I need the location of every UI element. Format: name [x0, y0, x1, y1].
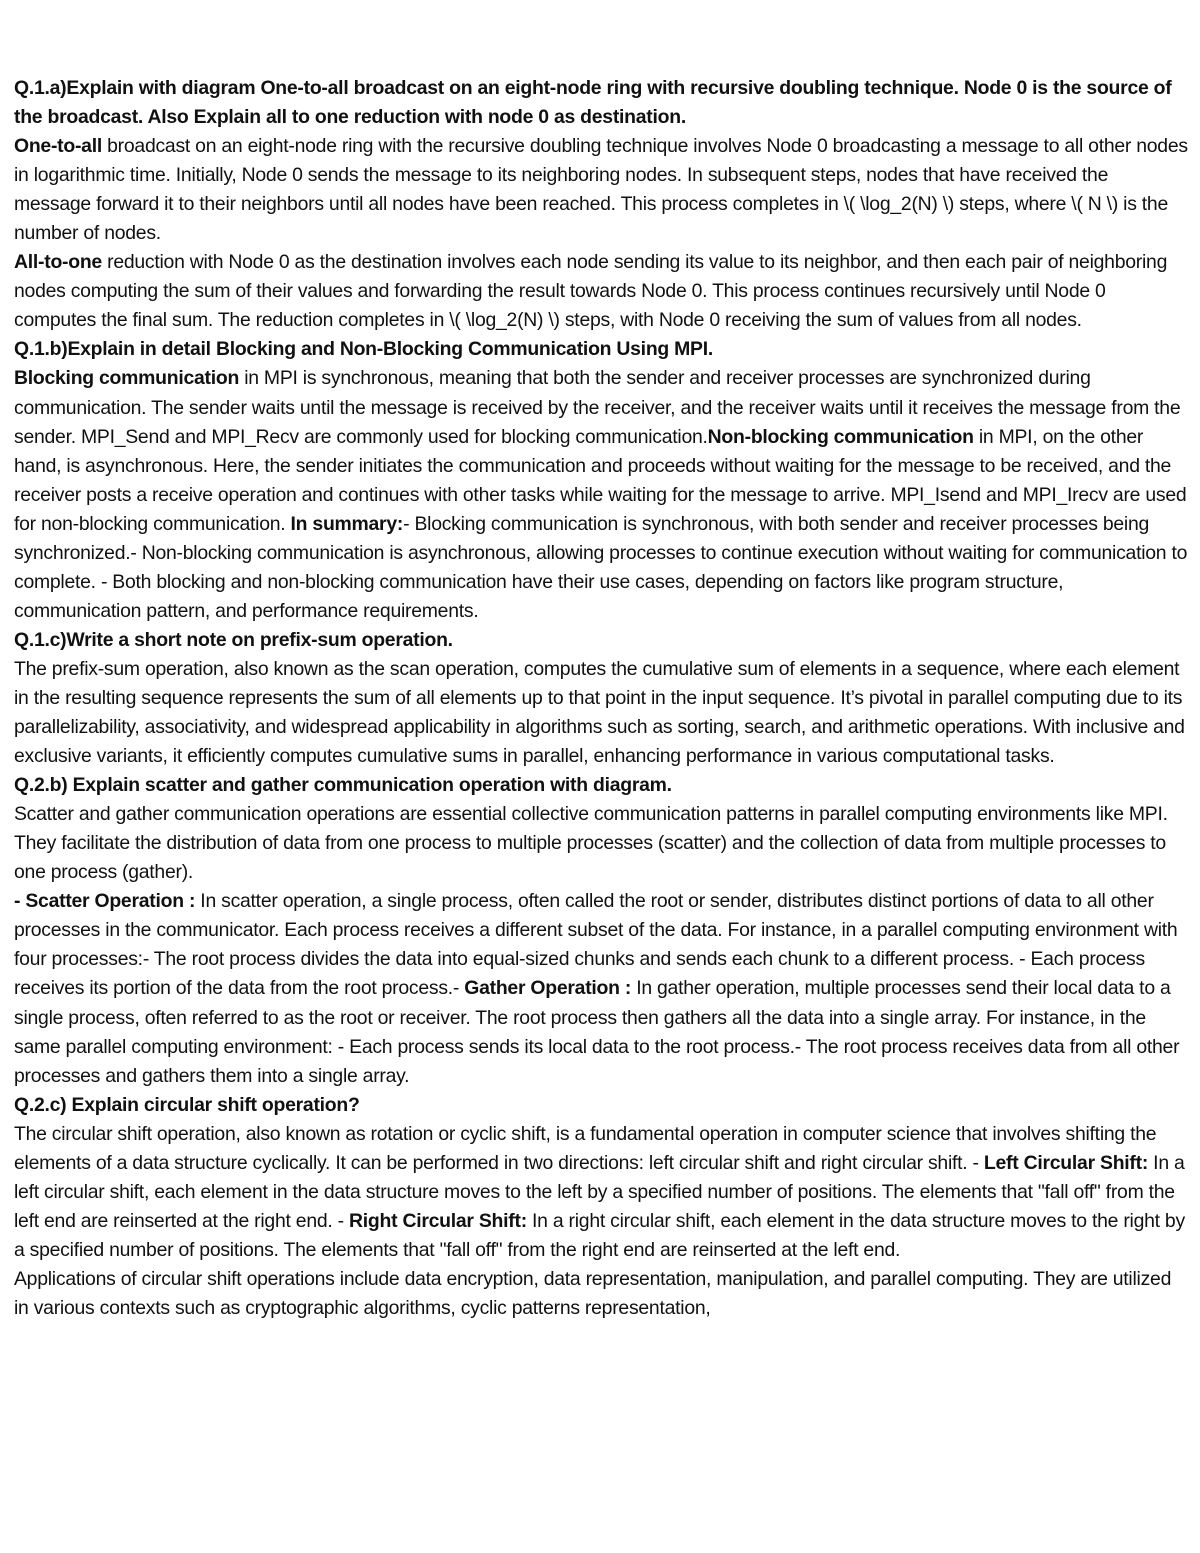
text-one-to-all: broadcast on an eight-node ring with the recursive doubling technique involves Node 0 broadcasting a message to all other nodes in logarithmic time. Initially, Node 0 sends the message to its neighboring nodes. In subsequent steps, nodes that have received the message forward it to their neighbors until all nodes have been reached. This process completes in \( \log_2(N) \) steps, where \( N \) is the number of nodes. [14, 135, 1188, 245]
paragraph-circular-shift [14, 1120, 1188, 1265]
term-left-circular-shift: Left Circular Shift: [983, 1151, 1149, 1174]
question-heading-q1a: Q.1.a)Explain with diagram One-to-all broadcast on an eight-node ring with recursive doubling technique. Node 0 is the source of the broadcast. Also Explain all to one reduction with node 0 as destination. [14, 77, 1172, 129]
question-heading-q2c: Q.2.c) Explain circular shift operation? [14, 1093, 360, 1116]
text-circular-shift-intro: The circular shift operation, also known as rotation or cyclic shift, is a fundamental operation in computer science that involves shifting the elements of a data structure cyclically. It can be performed in two directions: left circular shift and right circular shift. - [14, 1122, 1157, 1174]
question-heading-q2b: Q.2.b) Explain scatter and gather communication operation with diagram. [14, 774, 672, 797]
term-summary: In summary: [290, 512, 404, 535]
question-heading-q1b: Q.1.b)Explain in detail Blocking and Non-Blocking Communication Using MPI. [14, 338, 714, 361]
paragraph-blocking [14, 364, 1188, 625]
text-left-circular-shift: In a left circular shift, each element in the data structure moves to the left by a specified number of positions. The elements that "fall off" from the left end are reinserted at the right end. - [14, 1151, 1185, 1232]
paragraph-one-to-all [14, 132, 1188, 248]
paragraph-scatter-gather-intro: Scatter and gather communication operations are essential collective communication patterns in parallel computing environments like MPI. They facilitate the distribution of data from one process to multiple processes (scatter) and the collection of data from multiple processes to one process (gather). [14, 803, 1168, 884]
text-blocking: in MPI is synchronous, meaning that both the sender and receiver processes are synchronized during communication. The sender waits until the message is received by the receiver, and the receiver waits until it receives the message from the sender. MPI_Send and MPI_Recv are commonly used for blocking communication. [14, 367, 1181, 448]
term-right-circular-shift: Right Circular Shift: [349, 1209, 527, 1232]
term-blocking: Blocking communication [14, 367, 240, 390]
scatter-prefix: - [14, 890, 26, 913]
text-all-to-one: reduction with Node 0 as the destination involves each node sending its value to its neighbor, and then each pair of neighboring nodes computing the sum of their values and forwarding the result towards Node 0. This process continues recursively until Node 0 computes the final sum. The reduction completes in \( \log_2(N) \) steps, with Node 0 receiving the sum of values from all nodes. [14, 251, 1168, 332]
text-summary: - Blocking communication is synchronous, with both sender and receiver processes being synchronized.- Non-blocking communication is asynchronous, allowing processes to continue execution without waiting for communication to complete. - Both blocking and non-blocking communication have their use cases, depending on factors like program structure, communication pattern, and performance requirements. [14, 512, 1188, 622]
question-heading-q1c: Q.1.c)Write a short note on prefix-sum operation. [14, 628, 453, 651]
term-gather: Gather Operation : [464, 977, 632, 1000]
text-gather: In gather operation, multiple processes send their local data to a single process, often referred to as the root or receiver. The root process then gathers all the data into a single array. For instance, in the same parallel computing environment: - Each process sends its local data to the root process.- The root process receives data from all other processes and gathers them into a single array. [14, 977, 1180, 1087]
paragraph-scatter-gather-detail [14, 887, 1188, 1090]
paragraph-all-to-one [14, 248, 1188, 335]
term-one-to-all: One-to-all [14, 135, 102, 158]
document-page [14, 74, 1188, 1323]
text-non-blocking: in MPI, on the other hand, is asynchronous. Here, the sender initiates the communication and proceeds without waiting for the message to be received, and the receiver posts a receive operation and continues with other tasks while waiting for the message to arrive. MPI_Isend and MPI_Irecv are used for non-blocking communication. [14, 425, 1187, 535]
term-non-blocking: Non-blocking communication [707, 425, 974, 448]
term-scatter: Scatter Operation : [25, 890, 196, 913]
text-scatter: In scatter operation, a single process, often called the root or sender, distributes distinct portions of data to all other processes in the communicator. Each process receives a different subset of the data. For instance, in a parallel computing environment with four processes:- The root process divides the data into equal-sized chunks and sends each chunk to a different process. - Each process receives its portion of the data from the root process.- [14, 890, 1178, 1000]
text-right-circular-shift: In a right circular shift, each element in the data structure moves to the right by a specified number of positions. The elements that "fall off" from the right end are reinserted at the left end. [14, 1209, 1185, 1261]
paragraph-prefix-sum: The prefix-sum operation, also known as the scan operation, computes the cumulative sum of elements in a sequence, where each element in the resulting sequence represents the sum of all elements up to that point in the input sequence. It’s pivotal in parallel computing due to its parallelizability, associativity, and widespread applicability in algorithms such as sorting, search, and arithmetic operations. With inclusive and exclusive variants, it efficiently computes cumulative sums in parallel, enhancing performance in various computational tasks. [14, 657, 1185, 768]
term-all-to-one: All-to-one [14, 251, 102, 274]
paragraph-applications: Applications of circular shift operations include data encryption, data representation, manipulation, and parallel computing. They are utilized in various contexts such as cryptographic algorithms, cyclic patterns representation, [14, 1267, 1172, 1319]
